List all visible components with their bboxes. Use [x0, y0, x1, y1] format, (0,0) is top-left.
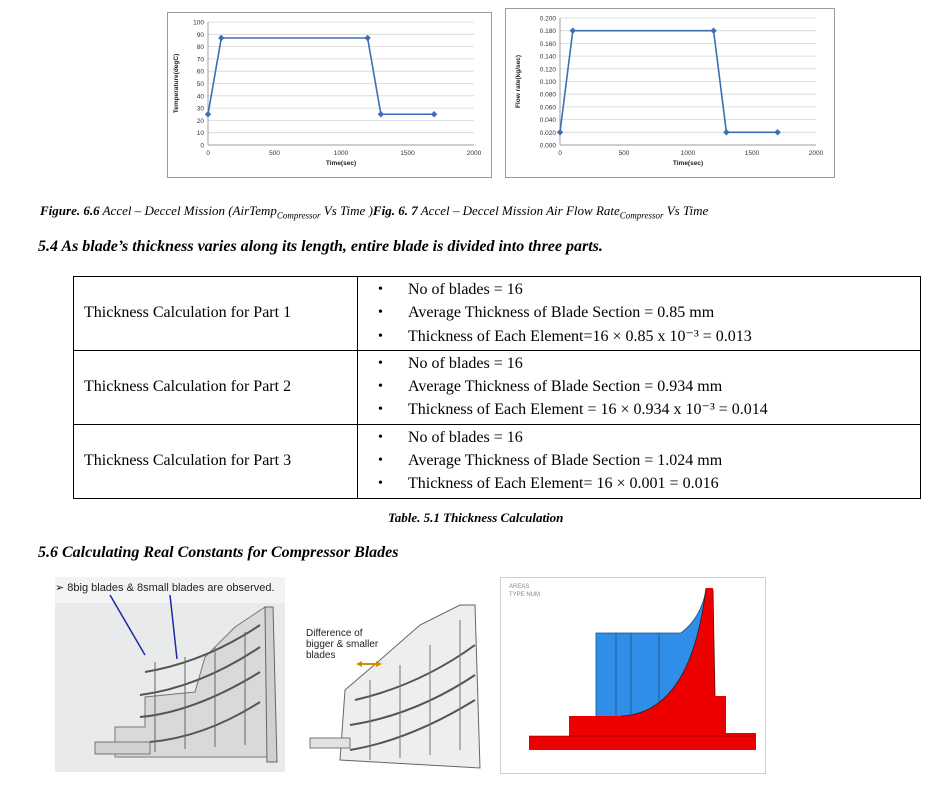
x-axis-label: Time(sec)	[325, 160, 357, 167]
y-tick-label: 0.060	[539, 104, 556, 112]
blade-photo-middle	[300, 600, 486, 772]
flow-rate-chart	[505, 8, 835, 178]
fea-label-areas: AREAS	[509, 584, 530, 590]
y-tick-label: 40	[196, 93, 204, 101]
temperature-chart-svg	[168, 13, 491, 177]
table-row-label: Thickness Calculation for Part 2	[74, 350, 358, 424]
section-heading-5-6: 5.6 Calculating Real Constants for Compressor Blades	[38, 544, 399, 561]
fig66-tail: Vs Time )	[323, 203, 373, 218]
table-row-items	[358, 350, 921, 424]
difference-note-line-1: Difference of	[306, 628, 363, 639]
data-point	[431, 111, 437, 117]
list-item: • Average Thickness of Blade Section = 1.024 mm	[374, 449, 920, 472]
fea-illustration	[501, 578, 765, 773]
list-item: • Thickness of Each Element= 16 × 0.001 = 0.016	[374, 472, 920, 495]
y-tick-label: 30	[196, 105, 204, 113]
fea-area-plot	[500, 577, 766, 774]
y-tick-label: 0.100	[539, 79, 556, 86]
y-tick-label: 50	[196, 81, 204, 88]
data-point	[774, 129, 780, 135]
figure-caption	[40, 203, 708, 221]
table-row-items	[358, 424, 921, 498]
y-tick-label: 0.140	[539, 53, 556, 61]
y-tick-label: 0.040	[539, 117, 556, 125]
x-axis-label: Time(sec)	[672, 160, 704, 167]
list-item: • No of blades = 16	[374, 278, 920, 301]
fig67-tail: Vs Time	[666, 203, 709, 218]
fig66-sub: Compressor	[276, 210, 321, 221]
y-tick-label: 90	[196, 31, 204, 39]
data-point	[205, 111, 211, 117]
data-point	[723, 129, 729, 135]
fig67-sub: Compressor	[619, 210, 664, 221]
blade-count-note: ➢ 8big blades & 8small blades are observed.	[55, 582, 275, 594]
impeller-middle-illustration	[300, 600, 486, 772]
fea-label-type: TYPE NUM	[509, 592, 541, 598]
section-heading-5-4: 5.4 As blade’s thickness varies along its length, entire blade is divided into three parts.	[38, 238, 603, 255]
list-item: • Thickness of Each Element=16 × 0.85 x 10⁻³ = 0.013	[374, 325, 920, 348]
y-tick-label: 0.120	[539, 66, 556, 74]
y-axis-label: Temperature(degC)	[173, 53, 180, 114]
x-tick-label: 0	[558, 150, 562, 157]
data-point	[570, 28, 576, 34]
x-tick-label: 1000	[680, 150, 696, 157]
difference-note-line-2: bigger & smaller	[306, 639, 379, 650]
flow-rate-chart-svg	[506, 9, 834, 177]
y-tick-label: 10	[196, 130, 204, 138]
x-tick-label: 1000	[333, 150, 349, 157]
x-tick-label: 1500	[400, 150, 415, 157]
y-tick-label: 100	[193, 19, 204, 27]
list-item: • Average Thickness of Blade Section = 0.934 mm	[374, 375, 920, 398]
y-tick-label: 0.000	[539, 142, 556, 150]
y-axis-label: Flow rate(kg/sec)	[515, 54, 522, 109]
y-tick-label: 60	[196, 68, 204, 76]
x-tick-label: 500	[618, 150, 630, 157]
thickness-table	[73, 276, 921, 499]
difference-note-line-3: blades	[306, 650, 336, 661]
y-tick-label: 0	[200, 142, 204, 150]
table-caption: Table. 5.1 Thickness Calculation	[388, 510, 564, 525]
y-tick-label: 0.160	[539, 40, 556, 48]
series-line	[208, 38, 434, 114]
list-item: • Average Thickness of Blade Section = 0.85 mm	[374, 301, 920, 324]
x-tick-label: 500	[269, 150, 280, 157]
y-tick-label: 0.180	[539, 28, 556, 36]
fig66-label: Figure. 6.6	[40, 203, 100, 218]
x-tick-label: 0	[206, 150, 210, 157]
fig66-text: Accel – Deccel Mission (AirTemp	[102, 203, 277, 218]
table-row-label: Thickness Calculation for Part 1	[74, 277, 358, 351]
x-tick-label: 2000	[466, 150, 482, 157]
table-row-label: Thickness Calculation for Part 3	[74, 424, 358, 498]
data-point	[364, 35, 370, 41]
x-tick-label: 2000	[808, 150, 824, 157]
x-tick-label: 1500	[744, 150, 760, 157]
fig67-text: Accel – Deccel Mission Air Flow Rate	[420, 203, 620, 218]
table-row-items	[358, 277, 921, 351]
data-point	[218, 35, 224, 41]
list-item: • No of blades = 16	[374, 352, 920, 375]
fig67-label: Fig. 6. 7	[372, 203, 418, 218]
data-point	[710, 28, 716, 34]
data-point	[557, 129, 563, 135]
data-point	[378, 111, 384, 117]
table-row	[74, 350, 921, 424]
y-tick-label: 0.080	[539, 91, 556, 99]
y-tick-label: 0.020	[539, 129, 556, 137]
table-row	[74, 424, 921, 498]
table-row	[74, 277, 921, 351]
list-item: • Thickness of Each Element = 16 × 0.934 x 10⁻³ = 0.014	[374, 398, 920, 421]
y-tick-label: 20	[196, 117, 204, 125]
y-tick-label: 0.200	[539, 15, 556, 23]
y-tick-label: 80	[196, 44, 204, 52]
y-tick-label: 70	[196, 56, 204, 64]
list-item: • No of blades = 16	[374, 426, 920, 449]
impeller-left-illustration	[55, 577, 285, 772]
temperature-chart	[167, 12, 492, 178]
blade-photo-left	[55, 577, 285, 772]
